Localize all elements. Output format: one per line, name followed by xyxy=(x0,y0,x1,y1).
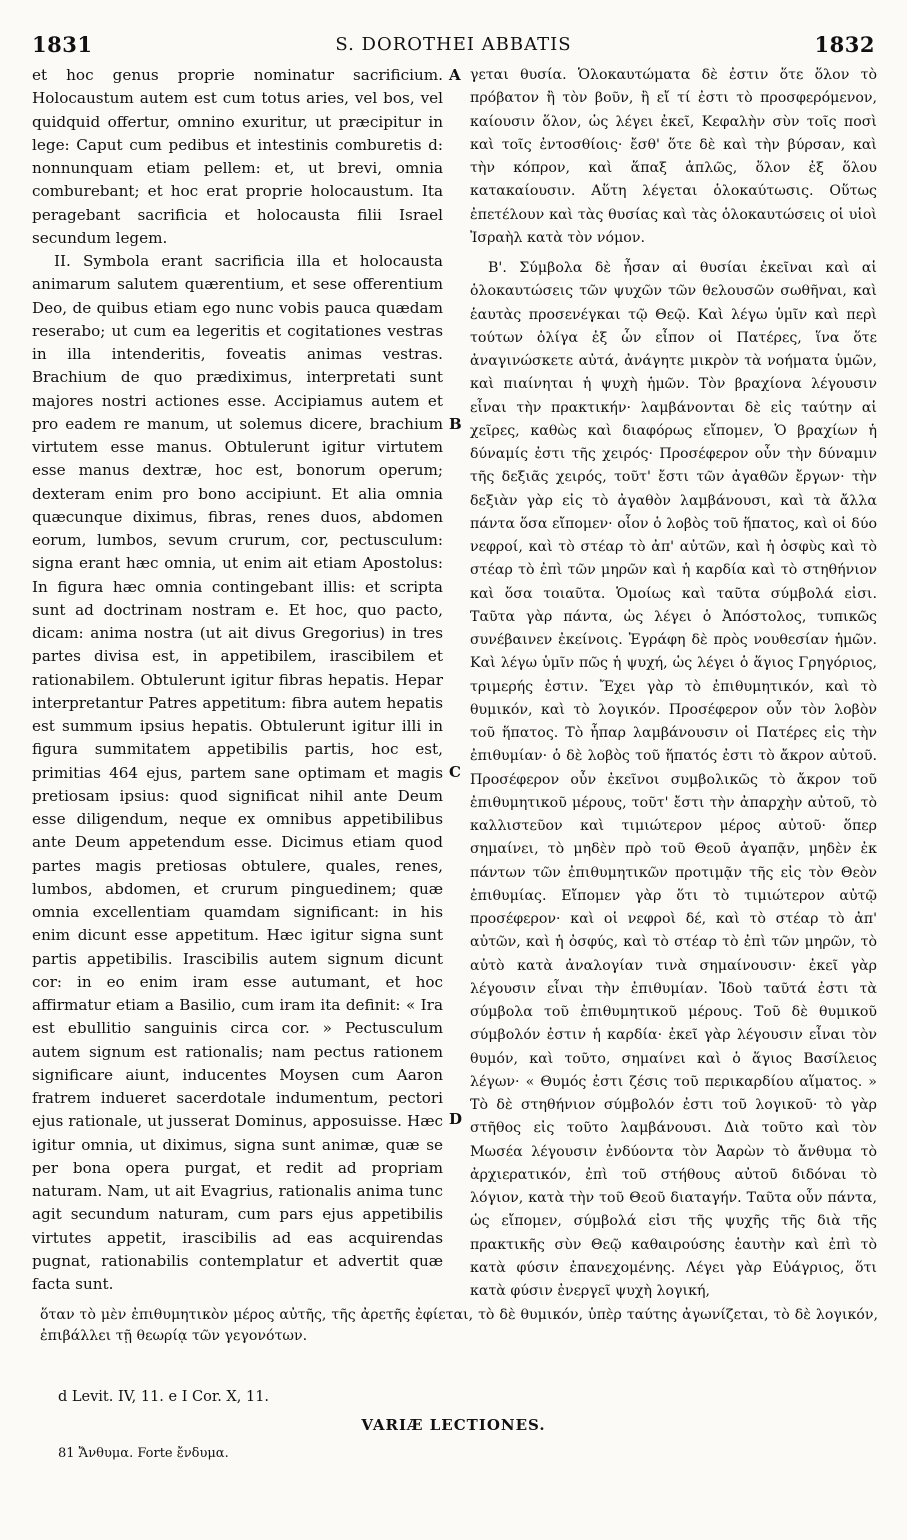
latin-paragraph-2: II. Symbola erant sacrificia illa et holocausta animarum salutem quærentium, et sese offerentium Deo, de quibus etiam ego nunc vobis pauca quædam reserabo; ut cum ea legeritis et cogitationes vestras in illa intenderitis, foveatis animas vestras. Brachium de quo prædiximus, interpretati sunt majores nostri actiones esse. Accipiamus autem et pro eadem re manum, ut solemus dicere, brachium virtutem esse manus. Obtulerunt igitur virtutem esse manus dextræ, hoc est, bonorum operum; dexteram enim pro bono accipiunt. Et alia omnia quæcunque diximus, fibras, renes duos, abdomen eorum, lumbos, sevum crurum, cor, pectusculum: signa erant hæc omnia, ut enim ait etiam Apostolus: In figura hæc omnia contingebant illis: et scripta sunt ad doctrinam nostram e. Et hoc, quo pacto, dicam: anima nostra (ut ait divus Gregorius) in tres partes divisa est, in appetibilem, irascibilem et rationabilem. Obtulerunt igitur fibras hepatis. Hepar interpretantur Patres appetitum: fibra autem hepatis est summum ipsius hepatis. Obtulerunt igitur illi in figura summitatem appetibilis partis, hoc est, primitias 464 ejus, partem sane optimam et magis pretiosam ipsius: quod significat nihil ante Deum esse diligendum, neque ex omnibus appetibilibus ante Deum appetendum esse. Dicimus etiam quod partes magis pretiosas obtulere, quales, renes, lumbos, abdomen, et crurum pinguedinem; quæ omnia excellentiam quamdam significant: in his enim dicunt esse appetitum. Hæc igitur signa sunt partis appetibilis. Irascibilis autem signum dicunt cor: in eo enim iram esse autumant, et hoc affirmatur etiam a Basilio, cum iram ita definit: « Ira est ebullitio sanguinis circa cor. » Pectusculum autem signum est rationalis; nam pectus rationem significare aiunt, inducentes Moysen cum Aaron fratrem indueret sacerdotale indumentum, pectori ejus rationale, ut jusserat Dominus, apposuisse. Hæc igitur omnia, ut diximus, signa sunt animæ, quæ se per bona opera purgat, et redit ad propriam naturam. Nam, ut ait Evagrius, rationalis anima tunc agit secundum naturam, cum pars ejus appetibilis virtutes appetit, irascibilis ad eas acquirendas pugnat, rationabilis contemplatur et advertit quæ facta sunt. xyxy=(32,252,443,1293)
column-marker-a: A xyxy=(449,66,461,84)
footnotes: d Levit. IV, 11. e I Cor. X, 11. xyxy=(58,1389,270,1405)
greek-continuation: ὅταν τὸ μὲν ἐπιθυμητικὸν μέρος αὐτῆς, τῆς ἀρετῆς ἐφίεται, τὸ δὲ θυμικόν, ὑπὲρ ταύτης ἀγωνίζεται, τὸ δὲ λογικόν, ἐπιβάλλει τῇ θεωρίᾳ τῶν γεγονότων. xyxy=(40,1307,878,1344)
running-title: S. DOROTHEI ABBATIS xyxy=(335,34,572,55)
page-number-right: 1832 xyxy=(814,32,875,57)
greek-paragraph-1: γεται θυσία. Ὁλοκαυτώματα δὲ ἐστιν ὅτε ὅλον τὸ πρόβατον ἢ τὸν βοῦν, ἢ εἴ τί ἐστι τὸ προσφερόμενον, καίουσιν ὅλον, ὡς λέγει ἐκεῖ, Κεφαλὴν σὺν τοῖς ποσὶ καὶ τοῖς ἐντοσθίοις· ἔσθ' ὅτε δὲ καὶ τὴν βύρσαν, καὶ τὴν κόπρον, καὶ ἅπαξ ἁπλῶς, ὅλον ἐξ ὅλου κατακαίουσιν. Αὕτη λέγεται ὁλοκαύτωσις. Οὕτως ἐπετέλουν καὶ τὰς θυσίας καὶ τὰς ὁλοκαυτώσεις οἱ υἱοὶ Ἰσραὴλ κατὰ τὸν νόμον. xyxy=(470,67,877,246)
variae-lectiones-note: 81 Ἄνθυμα. Forte ἔνδυμα. xyxy=(58,1446,229,1461)
page-number-left: 1831 xyxy=(32,32,93,57)
page-header xyxy=(30,22,877,57)
column-marker-d: D xyxy=(449,1110,463,1128)
column-marker-c: C xyxy=(449,763,461,781)
column-marker-b: B xyxy=(449,415,462,433)
variae-lectiones-title: VARIÆ LECTIONES. xyxy=(361,1416,546,1434)
greek-column xyxy=(470,64,877,1303)
latin-column xyxy=(32,64,443,1296)
latin-paragraph-1: et hoc genus proprie nominatur sacrificium. Holocaustum autem est cum totus aries, vel bos, vel quidquid offertur, omnino exuritur, ut præcipitur in lege: Caput cum pedibus et intestinis comburetis d: nonnunquam etiam pellem: et, ut brevi, omnia comburebant; et hoc erat proprie holocaustum. Ita peragebant sacrificia et holocausta filii Israel secundum legem. xyxy=(32,66,443,247)
greek-paragraph-2: Β'. Σύμβολα δὲ ἦσαν αἱ θυσίαι ἐκεῖναι καὶ αἱ ὁλοκαυτώσεις τῶν ψυχῶν τῶν θελουσῶν σωθῆναι, καὶ ἑαυτὰς προσενέγκαι τῷ Θεῷ. Καὶ λέγω ὑμῖν καὶ περὶ τούτων ὀλίγα ἐξ ὧν εἶπον οἱ Πατέρες, ἵνα ὅτε ἀναγινώσκετε αὐτά, ἀνάγητε μικρὸν τὰ νοήματα ὑμῶν, καὶ πιαίνηται ἡ ψυχὴ ἡμῶν. Τὸν βραχίονα λέγουσιν εἶναι τὴν πρακτικήν· λαμβάνονται δὲ εἰς ταύτην αἱ χεῖρες, καθὼς καὶ διαφόρως εἴπομεν, Ὁ βραχίων ἡ δύναμίς ἐστι τῆς χειρός· Προσέφερον οὖν τὴν δύναμιν τῆς δεξιᾶς χειρός, τοῦτ' ἔστι τῶν ἀγαθῶν ἔργων· τὴν δεξιὰν γὰρ εἰς τὸ ἀγαθὸν λαμβάνουσι, καὶ τὰ ἄλλα πάντα ὅσα εἴπομεν· οἷον ὁ λοβὸς τοῦ ἥπατος, καὶ οἱ δύο νεφροί, καὶ τὸ στέαρ τὸ ἀπ' αὐτῶν, καὶ ἡ ὀσφὺς καὶ τὸ στέαρ τὸ ἐπὶ τῶν μηρῶν καὶ ἡ καρδία καὶ τὸ στηθήνιον καὶ ὅσα τοιαῦτα. Ὁμοίως καὶ ταῦτα σύμβολά εἰσι. Ταῦτα γὰρ πάντα, ὡς λέγει ὁ Ἀπόστολος, τυπικῶς συνέβαινεν ἐκείνοις. Ἐγράφη δὲ πρὸς νουθεσίαν ἡμῶν. Καὶ λέγω ὑμῖν πῶς ἡ ψυχή, ὡς λέγει ὁ ἅγιος Γρηγόριος, τριμερής ἐστιν. Ἔχει γὰρ τὸ ἐπιθυμητικόν, καὶ τὸ θυμικόν, καὶ τὸ λογικόν. Προσέφερον οὖν τὸν λοβὸν τοῦ ἥπατος. Τὸ ἧπαρ λαμβάνουσιν οἱ Πατέρες εἰς τὴν ἐπιθυμίαν· ὁ δὲ λοβὸς τοῦ ἥπατός ἐστι τὸ ἄκρον αὐτοῦ. Προσέφερον οὖν ἐκεῖνοι συμβολικῶς τὸ ἄκρον τοῦ ἐπιθυμητικοῦ μέρους, τοῦτ' ἔστι τὴν ἀπαρχὴν αὐτοῦ, τὸ καλλιστεῦον καὶ τιμιώτερον μέρος αὐτοῦ· ὅπερ σημαίνει, τὸ μηδὲν πρὸ τοῦ Θεοῦ ἀγαπᾷν, μηδὲν ἐκ πάντων τῶν ἐπιθυμητικῶν προτιμᾷν τῆς εἰς τὸν Θεὸν ἐπιθυμίας. Εἴπομεν γὰρ ὅτι τὸ τιμιώτερον αὐτῷ προσέφερον· καὶ οἱ νεφροὶ δέ, καὶ τὸ στέαρ τὸ ἀπ' αὐτῶν, καὶ ἡ ὀσφύς, καὶ τὸ στέαρ τὸ ἐπὶ τῶν μηρῶν, τὸ αὐτὸ κατὰ ἀναλογίαν τινὰ σημαίνουσιν· ἐκεῖ γὰρ λέγουσιν εἶναι τὴν ἐπιθυμίαν. Ἰδοὺ ταῦτά ἐστι τὰ σύμβολα τοῦ ἐπιθυμητικοῦ μέρους. Τοῦ δὲ θυμικοῦ σύμβολόν ἐστιν ἡ καρδία· ἐκεῖ γὰρ λέγουσιν εἶναι τὸν θυμόν, καὶ τοῦτο, σημαίνει καὶ ὁ ἅγιος Βασίλειος λέγων· « Θυμός ἐστι ζέσις τοῦ περικαρδίου αἵματος. » Τὸ δὲ στηθήνιον σύμβολόν ἐστι τοῦ λογικοῦ· τὸ γὰρ στῆθος εἰς τοῦτο λαμβάνουσι. Διὰ τοῦτο καὶ τὸν Μωσέα λέγουσιν ἐνδύοντα τὸν Ἀαρὼν τὸ ἄνθυμα τὸ ἀρχιερατικόν, ἐπὶ τοῦ στήθους αὐτοῦ διδόναι τὸ λόγιον, κατὰ τὴν τοῦ Θεοῦ διαταγήν. Ταῦτα οὖν πάντα, ὡς εἴπομεν, σύμβολά εἰσι τῆς ψυχῆς τῆς διὰ τῆς πρακτικῆς σὺν Θεῷ καθαιρούσης ἑαυτὴν καὶ ἐπὶ τὸ κατὰ φύσιν ἐπανεχομένης. Λέγει γὰρ Εὐάγριος, ὅτι κατὰ φύσιν ἐνεργεῖ ψυχὴ λογική, xyxy=(470,260,877,1299)
